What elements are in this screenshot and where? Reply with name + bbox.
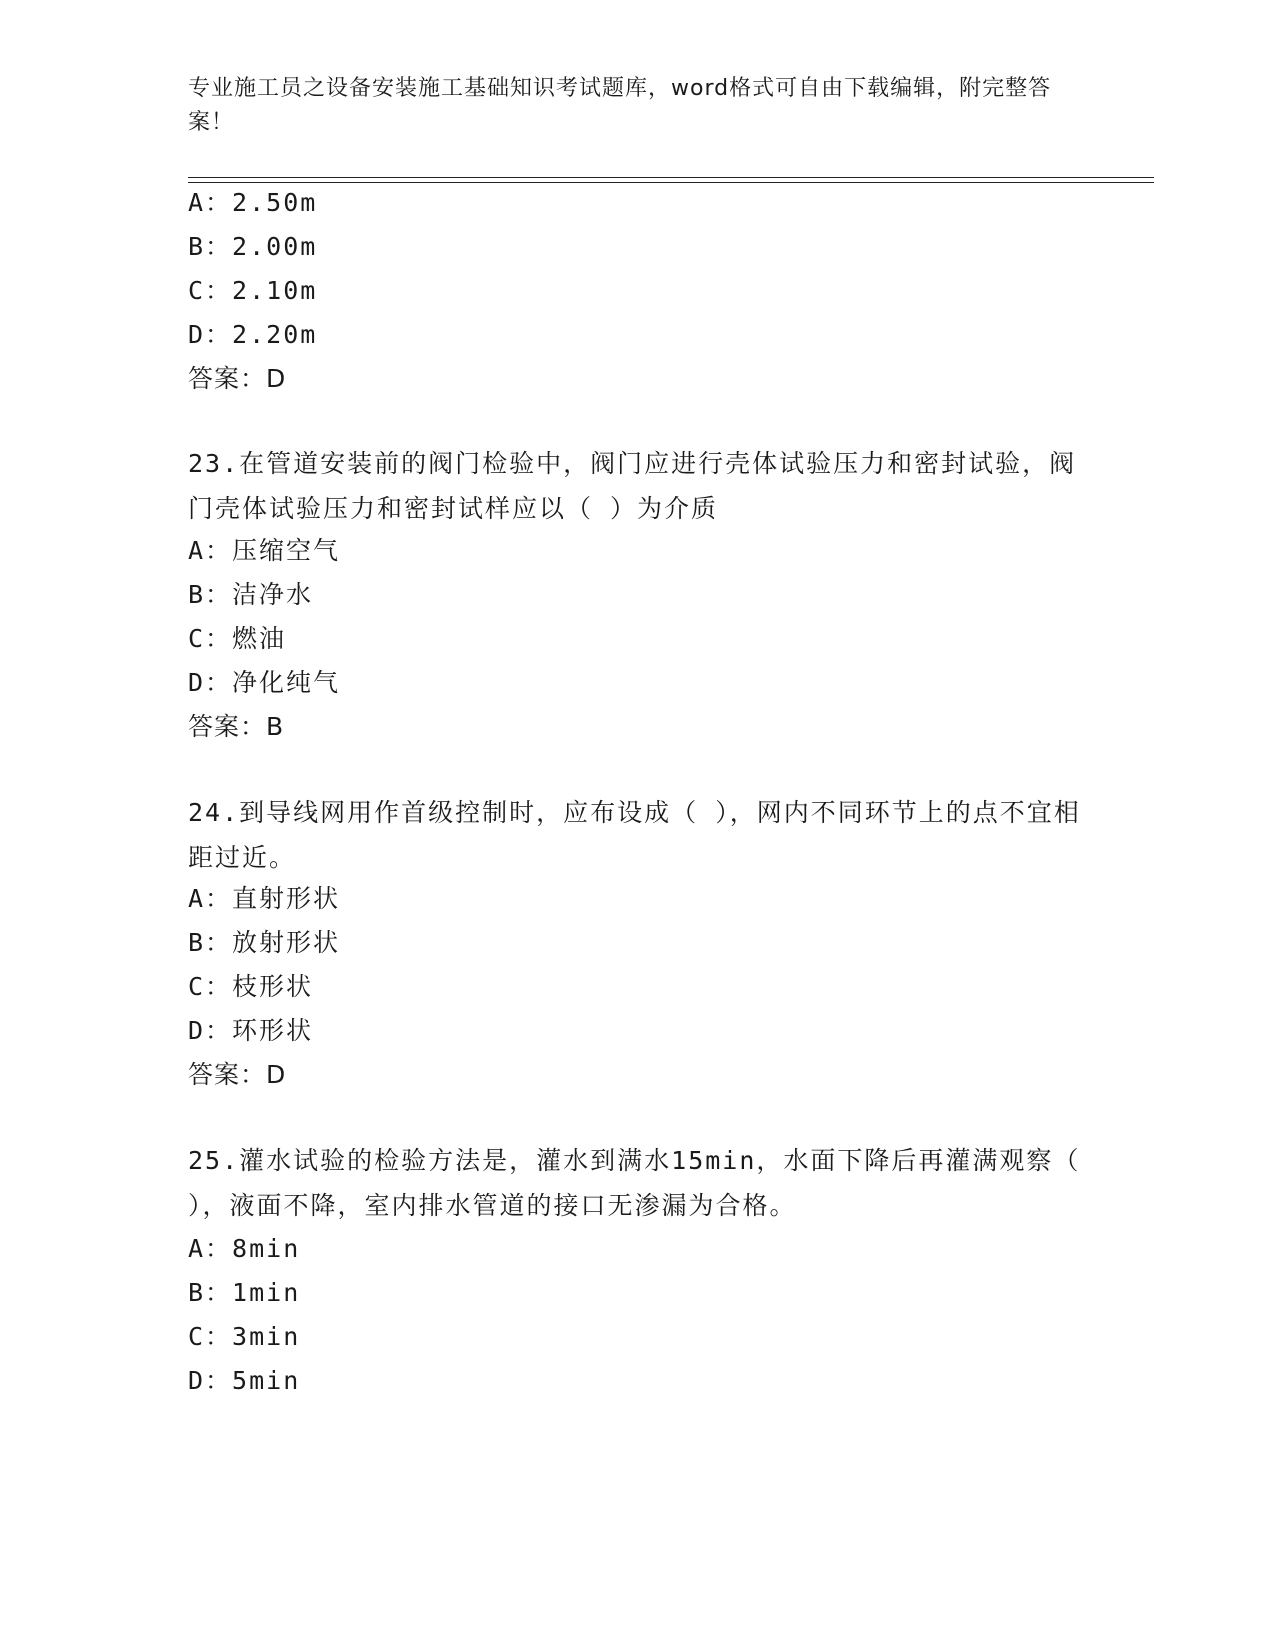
q22-option-b: B：2.00m <box>188 232 318 261</box>
header-rule-top <box>188 177 1154 178</box>
q23-option-b: B：洁净水 <box>188 580 314 609</box>
q22-option-c: C：2.10m <box>188 276 318 305</box>
q22-option-d: D：2.20m <box>188 320 318 349</box>
q25-option-b: B：1min <box>188 1278 301 1307</box>
header-rule-bottom <box>188 182 1154 183</box>
q25-option-c: C：3min <box>188 1322 301 1351</box>
q22-answer: 答案：D <box>188 364 287 393</box>
q24-answer: 答案：D <box>188 1060 287 1089</box>
q24-option-a: A：直射形状 <box>188 884 341 913</box>
q24-option-d: D：环形状 <box>188 1016 314 1045</box>
q23-option-d: D：净化纯气 <box>188 668 341 697</box>
q24-question: 24.到导线网用作首级控制时，应布设成（ ），网内不同环节上的点不宜相距过近。 <box>188 798 1081 872</box>
q25-option-d: D：5min <box>188 1366 301 1395</box>
q24-option-b: B：放射形状 <box>188 928 341 957</box>
q22-option-a: A：2.50m <box>188 188 318 217</box>
q23-question: 23.在管道安装前的阀门检验中，阀门应进行壳体试验压力和密封试验，阀门壳体试验压力和密封试样应以（ ）为介质 <box>188 449 1077 523</box>
q23-option-a: A：压缩空气 <box>188 536 341 565</box>
q25-option-a: A：8min <box>188 1234 301 1263</box>
q23-option-c: C：燃油 <box>188 624 287 653</box>
q24-option-c: C：枝形状 <box>188 972 314 1001</box>
document-header: 专业施工员之设备安装施工基础知识考试题库，word格式可自由下载编辑，附完整答案！ <box>188 76 1052 135</box>
q25-question: 25.灌水试验的检验方法是，灌水到满水15min，水面下降后再灌满观察（ ），液面不降，室内排水管道的接口无渗漏为合格。 <box>188 1146 1081 1220</box>
q23-answer: 答案：B <box>188 712 285 741</box>
